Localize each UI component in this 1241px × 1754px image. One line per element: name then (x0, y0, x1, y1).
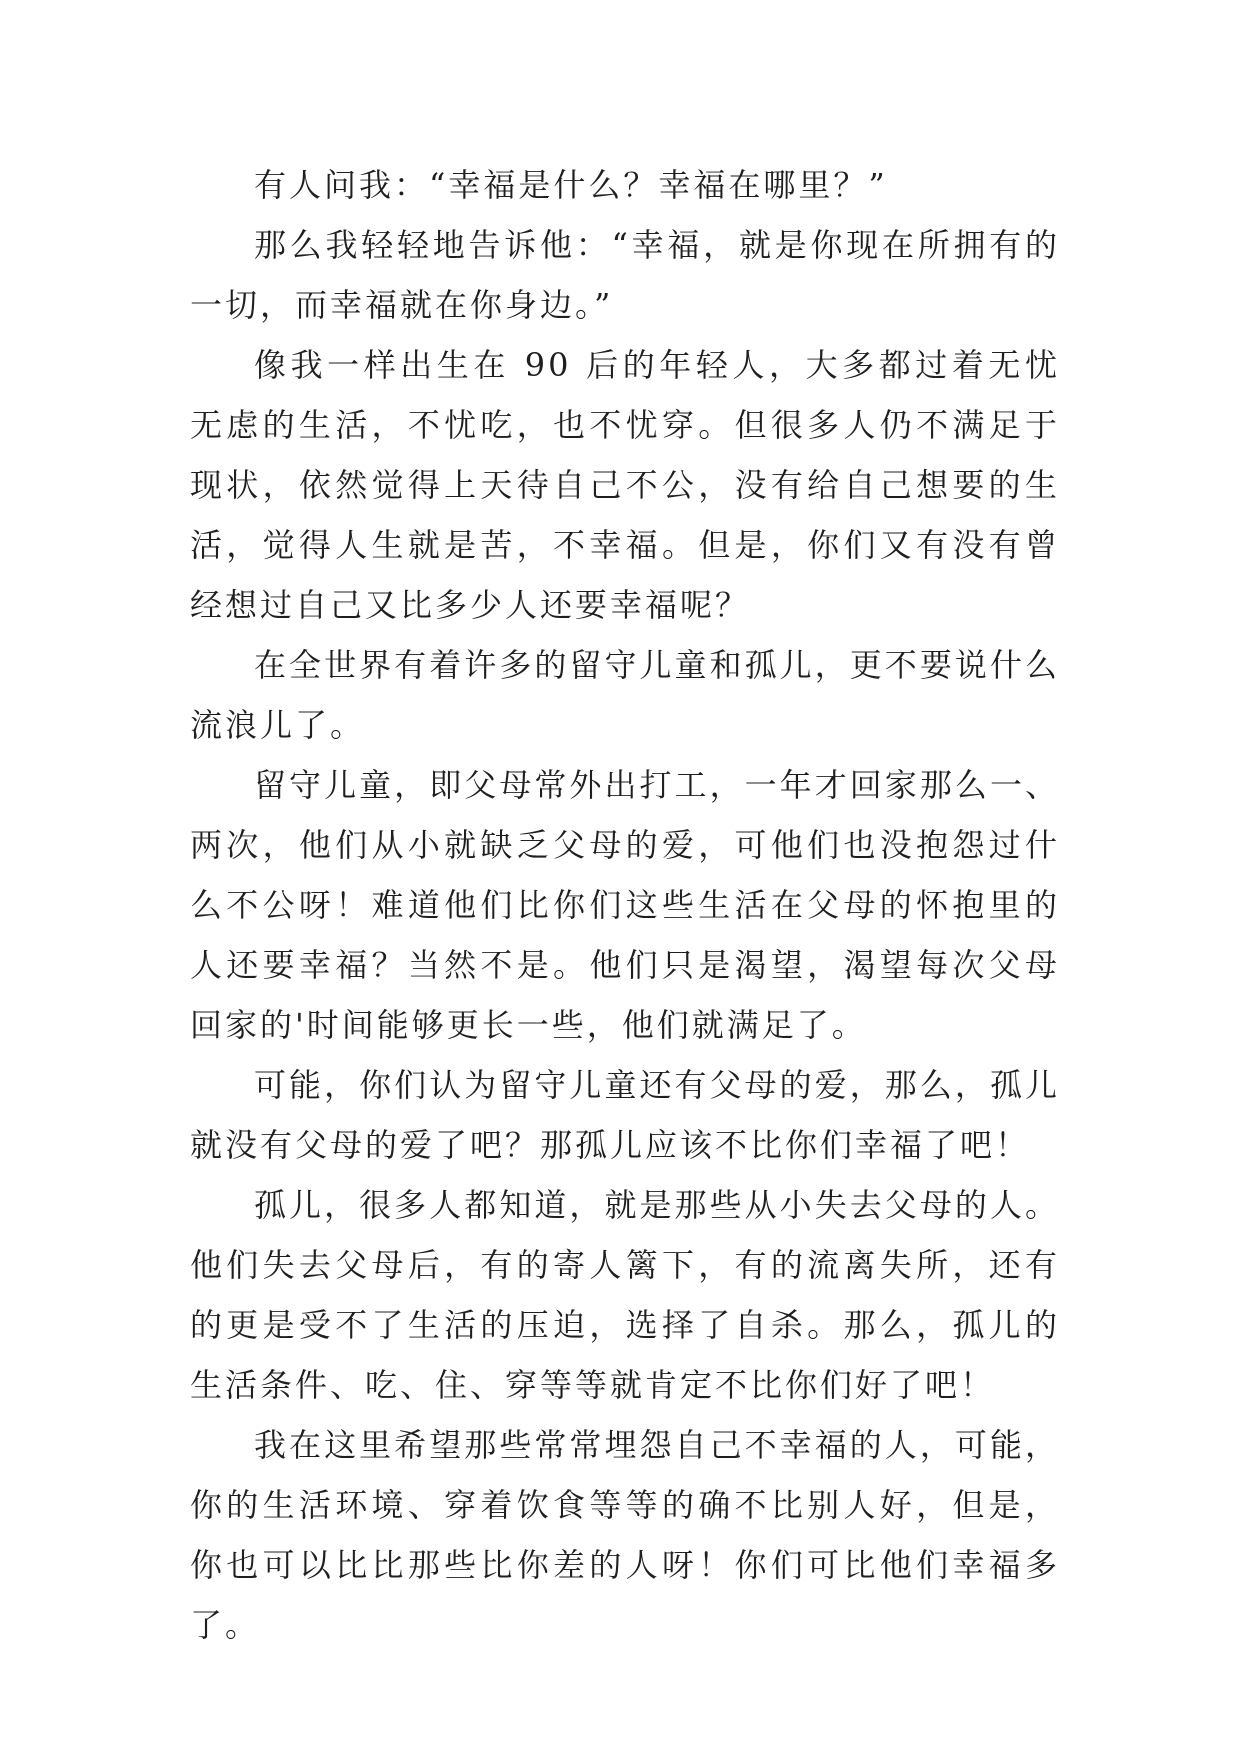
paragraph-4: 在全世界有着许多的留守儿童和孤儿，更不要说什么流浪儿了。 (190, 646, 1060, 744)
paragraph-6: 可能，你们认为留守儿童还有父母的爱，那么，孤儿就没有父母的爱了吧？那孤儿应该不比你们幸福了吧！ (190, 1066, 1060, 1164)
paragraph-5: 留守儿童，即父母常外出打工，一年才回家那么一、两次，他们从小就缺乏父母的爱，可他们也没抱怨过什么不公呀！难道他们比你们这些生活在父母的怀抱里的人还要幸福？当然不是。他们只是渴望，渴望每次父母回家的'时间能够更长一些，他们就满足了。 (190, 766, 1060, 1044)
paragraph-1: 有人问我：“幸福是什么？幸福在哪里？” (254, 166, 888, 204)
paragraph-8: 我在这里希望那些常常埋怨自己不幸福的人，可能，你的生活环境、穿着饮食等等的确不比别人好，但是，你也可以比比那些比你差的人呀！你们可比他们幸福多了。 (190, 1426, 1060, 1644)
paragraph-3: 像我一样出生在 90 后的年轻人，大多都过着无忧无虑的生活，不忧吃，也不忧穿。但很多人仍不满足于现状，依然觉得上天待自己不公，没有给自己想要的生活，觉得人生就是苦，不幸福。但是，你们又有没有曾经想过自己又比多少人还要幸福呢？ (190, 346, 1060, 624)
document-body (190, 155, 1060, 1655)
paragraph-2: 那么我轻轻地告诉他：“幸福，就是你现在所拥有的一切，而幸福就在你身边。” (190, 226, 1060, 324)
paragraph-7: 孤儿，很多人都知道，就是那些从小失去父母的人。他们失去父母后，有的寄人篱下，有的流离失所，还有的更是受不了生活的压迫，选择了自杀。那么，孤儿的生活条件、吃、住、穿等等就肯定不比你们好了吧！ (190, 1186, 1060, 1404)
